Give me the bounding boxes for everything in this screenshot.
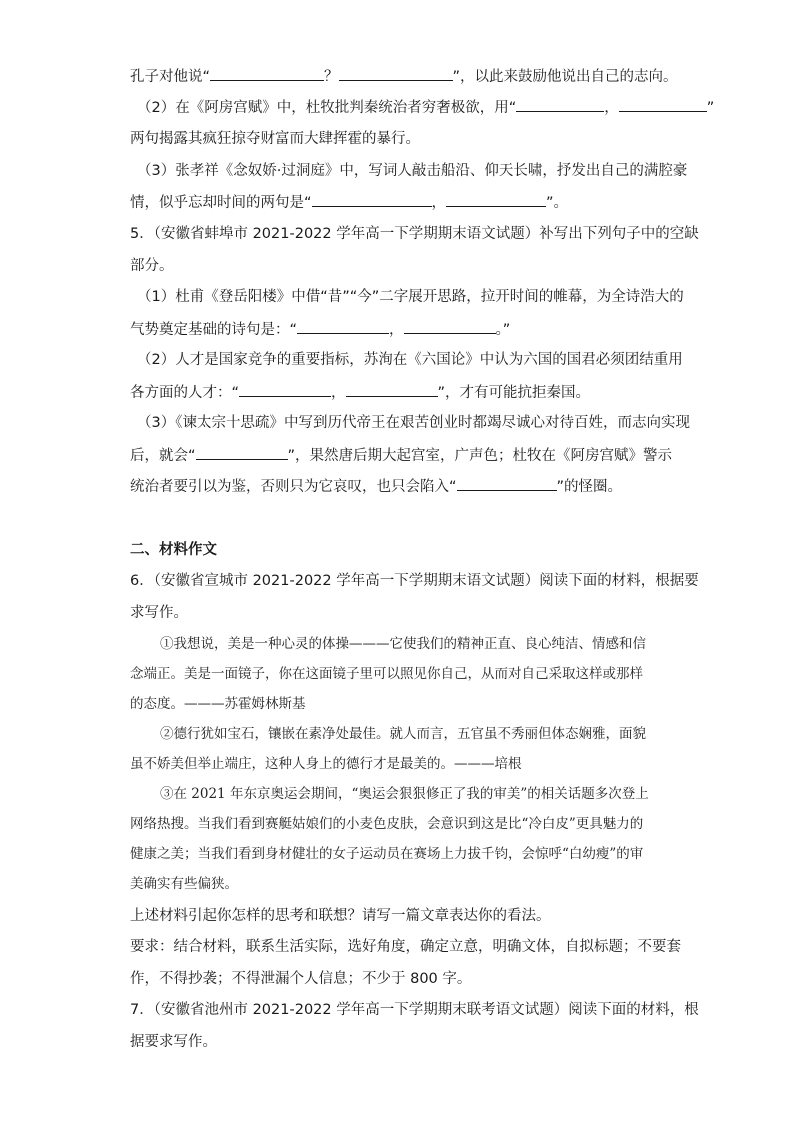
text: 气势奠定基础的诗句是：“ (130, 322, 298, 338)
q6-line-2: 求写作。 (130, 605, 188, 621)
text: 孔子对他说“ (130, 69, 211, 85)
q4-line-1 (130, 66, 678, 87)
q5-line-5: （2）人才是国家竞争的重要指标，苏洵在《六国论》中认为六国的国君必须团结重用 (137, 352, 683, 368)
text: 情，似乎忘却时间的两句是“ (130, 195, 312, 211)
text: ， (331, 385, 346, 401)
text: 各方面的人才：“ (130, 385, 240, 401)
material-1-line-3: 的态度。———苏霍姆林斯基 (130, 696, 306, 712)
q5-line-6 (130, 382, 590, 403)
fill-blank[interactable] (619, 97, 707, 112)
fill-blank[interactable] (339, 66, 453, 81)
material-3-line-1: ③在 2021 年东京奥运会期间，“奥运会狠狠修正了我的审美”的相关话题多次登上 (160, 786, 649, 802)
fill-blank[interactable] (297, 319, 389, 334)
text: ”，果然唐后期大起宫室，广声色；杜牧在《阿房宫赋》警示 (287, 448, 673, 464)
text: 统治者要引以为鉴，否则只为它哀叹，也只会陷入“ (130, 479, 457, 495)
q7-line-2: 据要求写作。 (130, 1034, 217, 1050)
q4-line-2 (137, 97, 714, 118)
text: ”，才有可能抗拒秦国。 (437, 385, 591, 401)
q6-requirement-1: 要求：结合材料，联系生活实际，选好角度，确定立意，明确文体，自拟标题；不要套 (130, 939, 681, 955)
text: ”的怪圈。 (556, 479, 623, 495)
text: ， (604, 100, 619, 116)
fill-blank[interactable] (457, 476, 557, 491)
q5-line-9 (130, 476, 622, 497)
q5-line-1: 5．（安徽省蚌埠市 2021-2022 学年高一下学期期末语文试题）补写出下列句子中的空缺 (130, 226, 699, 242)
q4-line-4: （3）张孝祥《念奴娇·过洞庭》中，写词人敲击船沿、仰天长啸，抒发出自己的满腔豪 (137, 163, 688, 179)
material-1-line-2: 念端正。美是一面镜子，你在这面镜子里可以照见你自己，从而对自己采取这样或那样 (130, 666, 643, 682)
q5-line-3: （1）杜甫《登岳阳楼》中借“昔”“今”二字展开思路，拉开时间的帷幕，为全诗浩大的 (137, 289, 684, 305)
text: ” (706, 100, 715, 116)
text: 后，就会“ (130, 448, 196, 464)
material-3-line-3: 健康之美；当我们看到身材健壮的女子运动员在赛场上力拔千钧，会惊呼“白幼瘦”的审 (130, 846, 644, 862)
material-3-line-4: 美确实有些偏狭。 (130, 876, 238, 892)
text: ， (389, 322, 404, 338)
q5-line-7: （3）《谏太宗十思疏》中写到历代帝王在艰苦创业时都竭尽诚心对待百姓，而志向实现 (137, 415, 690, 431)
q6-requirement-2: 作，不得抄袭；不得泄漏个人信息；不少于 800 字。 (130, 971, 472, 987)
fill-blank[interactable] (239, 382, 331, 397)
fill-blank[interactable] (404, 319, 496, 334)
fill-blank[interactable] (210, 66, 324, 81)
q6-prompt: 上述材料引起你怎样的思考和联想？请写一篇文章表达你的看法。 (130, 908, 551, 924)
text: 。” (495, 322, 511, 338)
fill-blank[interactable] (346, 382, 438, 397)
fill-blank[interactable] (196, 445, 288, 460)
q6-line-1: 6．（安徽省宣城市 2021-2022 学年高一下学期期末语文试题）阅读下面的材料，根据要 (130, 573, 699, 589)
material-1-line-1: ①我想说，美是一种心灵的体操———它使我们的精神正直、良心纯洁、情感和信 (160, 636, 646, 652)
q7-line-1: 7．（安徽省池州市 2021-2022 学年高一下学期期末联考语文试题）阅读下面的材料，根 (130, 1002, 699, 1018)
section-heading: 二、材料作文 (130, 542, 217, 558)
fill-blank[interactable] (516, 97, 604, 112)
q4-line-5 (130, 192, 568, 213)
q4-line-3: 两句揭露其疯狂掠夺财富而大肆挥霍的暴行。 (130, 131, 420, 147)
material-2-line-2: 虽不娇美但举止端庄，这种人身上的德行才是最美的。———培根 (130, 756, 522, 772)
text: ， (431, 195, 447, 211)
text: ”。 (546, 195, 569, 211)
text: （2）在《阿房宫赋》中，杜牧批判秦统治者穷奢极欲，用“ (137, 100, 517, 116)
q5-line-4 (130, 319, 510, 340)
text: ”，以此来鼓励他说出自己的志向。 (452, 69, 678, 85)
material-3-line-2: 网络热搜。当我们看到赛艇姑娘们的小麦色皮肤，会意识到这是比“冷白皮”更具魅力的 (130, 816, 644, 832)
fill-blank[interactable] (446, 192, 546, 207)
q5-line-8 (130, 445, 672, 466)
fill-blank[interactable] (312, 192, 432, 207)
material-2-line-1: ②德行犹如宝石，镶嵌在素净处最佳。就人而言，五官虽不秀丽但体态娴雅，面貌 (160, 726, 646, 742)
text: ？ (324, 69, 339, 85)
q5-line-2: 部分。 (130, 258, 174, 274)
